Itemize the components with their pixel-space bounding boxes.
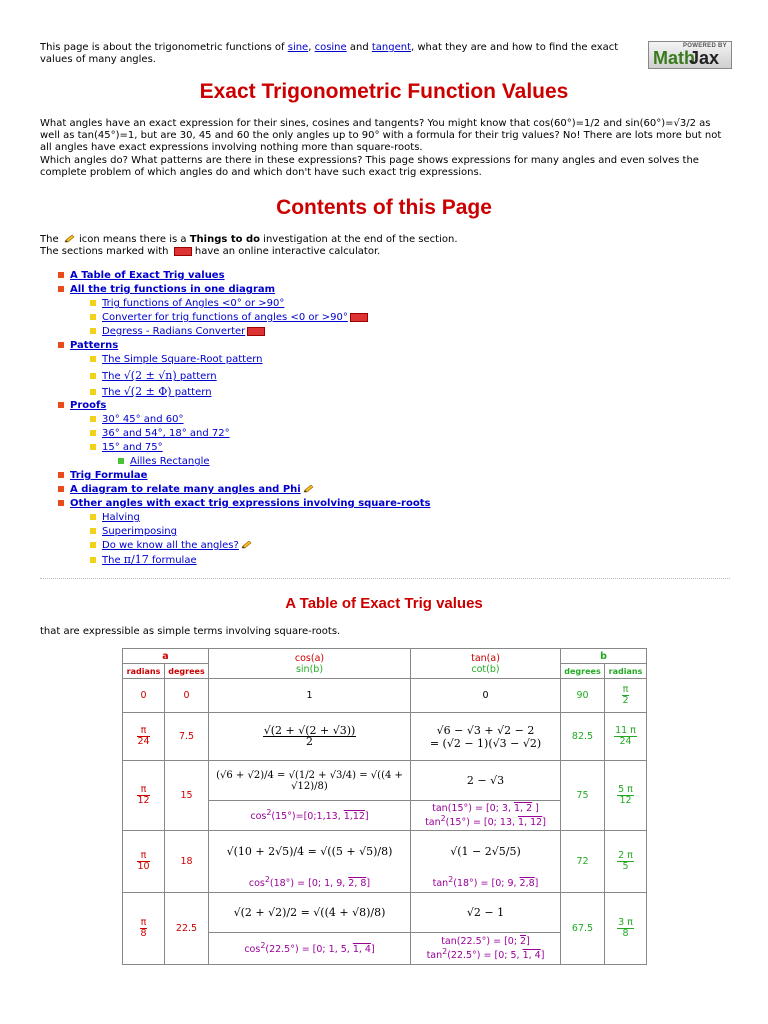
cf-sup: 2: [264, 875, 270, 885]
cf-text: ]: [534, 878, 539, 890]
cell-degrees-b: 90: [561, 679, 605, 713]
red-bullet-icon: [58, 402, 64, 408]
cf-sup: 2: [440, 813, 446, 823]
intro-sep: ,: [308, 42, 315, 53]
legend-pre2: The sections marked with: [40, 246, 172, 257]
table-row: [123, 679, 647, 713]
cell-cos-cf: [209, 933, 411, 965]
cf-repeat: 1,12: [343, 811, 365, 823]
calculator-icon: [174, 247, 192, 256]
header-tan-cot: [411, 649, 561, 679]
toc-link[interactable]: 15° and 75°: [102, 442, 163, 453]
red-bullet-icon: [58, 500, 64, 506]
toc-item[interactable]: [58, 484, 315, 496]
toc-math: π/17: [123, 553, 149, 566]
calculator-icon: [350, 313, 368, 322]
toc-link[interactable]: Do we know all the angles?: [102, 540, 239, 551]
cell-degrees-b: 75: [561, 761, 605, 831]
toc-text: pattern: [171, 387, 212, 398]
cell-cos: √(10 + 2√5)/4 = √((5 + √5)/8): [209, 831, 411, 873]
cf-repeat: 1, 4: [522, 950, 541, 962]
toc-link[interactable]: Degress - Radians Converter: [102, 326, 246, 337]
toc-item[interactable]: [90, 326, 265, 338]
cf-text: (22.5°) = [0; 1, 5,: [265, 944, 353, 956]
logo-powered: POWERED BY: [682, 43, 727, 49]
yellow-bullet-icon: [90, 542, 96, 548]
toc-math: √(2 ± √n): [123, 369, 177, 382]
cf-text: tan(22.5°) = [0;: [441, 935, 521, 947]
cf-repeat: 2, 8: [348, 878, 367, 890]
toc-link[interactable]: A diagram to relate many angles and Phi: [70, 484, 301, 495]
cell-radians-b: [617, 785, 634, 806]
cf-sup: 2: [260, 941, 266, 951]
table-row: [123, 831, 647, 873]
toc-math: √(2 ± Φ): [123, 385, 172, 398]
cell-tan: √2 − 1: [411, 893, 561, 933]
toc-item[interactable]: [90, 312, 368, 324]
toc-link[interactable]: Halving: [102, 512, 140, 523]
cell-tan-cf: [411, 873, 561, 893]
cf-text: (15°) = [0; 13,: [445, 817, 519, 829]
yellow-bullet-icon: [90, 373, 96, 379]
table-row: [123, 761, 647, 801]
cell-tan: 2 − √3: [411, 761, 561, 801]
frac-den: 24: [137, 736, 150, 747]
cell-radians-a: 0: [123, 679, 165, 713]
toc-item[interactable]: [58, 270, 225, 282]
red-bullet-icon: [58, 272, 64, 278]
header-cos: cos(a): [294, 652, 325, 664]
toc-item[interactable]: [90, 512, 140, 524]
header-tan: tan(a): [471, 652, 500, 664]
header-a: a: [123, 649, 209, 664]
toc-link[interactable]: The Simple Square-Root pattern: [102, 354, 263, 365]
yellow-bullet-icon: [90, 444, 96, 450]
toc-item[interactable]: [90, 526, 177, 538]
frac-den: 8: [622, 928, 629, 939]
toc-item[interactable]: [90, 386, 212, 398]
intro-paragraph: [40, 42, 640, 66]
cf-text: ]: [540, 950, 545, 962]
legend-pre: The: [40, 234, 62, 245]
legend-things-to-do: [40, 234, 730, 246]
page-title: Exact Trigonometric Function Values: [199, 80, 569, 103]
yellow-bullet-icon: [90, 514, 96, 520]
cf-text: tan: [425, 817, 441, 829]
cell-degrees-a: 15: [165, 761, 209, 831]
header-b: b: [561, 649, 647, 664]
cf-sup: 2: [266, 808, 272, 818]
frac-den: 24: [619, 736, 632, 747]
cell-degrees-b: 72: [561, 831, 605, 893]
toc-text: The: [102, 555, 124, 566]
cf-text: tan: [426, 950, 443, 962]
intro-text: This page is about the trigonometric functions of: [40, 42, 288, 53]
section-divider: [40, 578, 730, 579]
header-sin: sin(b): [295, 663, 324, 675]
toc-link[interactable]: [102, 371, 217, 382]
header-radians-b: radians: [605, 664, 647, 679]
toc-link[interactable]: All the trig functions in one diagram: [70, 284, 276, 295]
cell-radians-b: [617, 851, 634, 872]
yellow-bullet-icon: [90, 528, 96, 534]
cell-radians-b: [622, 685, 630, 706]
green-bullet-icon: [118, 458, 124, 464]
cell-degrees-a: 7.5: [165, 713, 209, 761]
cf-text: ]: [366, 878, 371, 890]
cf-text: ]: [370, 944, 375, 956]
frac-num: π: [622, 684, 629, 695]
logo-jax: Jax: [689, 48, 720, 68]
toc-link[interactable]: Trig Formulae: [70, 470, 148, 481]
cell-degrees-b: 82.5: [561, 713, 605, 761]
cell-radians-a: [137, 726, 149, 747]
yellow-bullet-icon: [90, 314, 96, 320]
table-intro: that are expressible as simple terms involving square-roots.: [40, 626, 341, 637]
toc-item[interactable]: [90, 354, 263, 366]
cell-tan: 0: [411, 679, 561, 713]
pencil-icon: [64, 235, 76, 243]
legend-bold: Things to do: [189, 234, 260, 245]
cf-sup: 2: [448, 875, 454, 885]
frac-num: π: [137, 785, 149, 796]
tan-line-2: = (√2 − 1)(√3 − √2): [429, 736, 542, 750]
frac-den: 10: [137, 861, 150, 872]
cf-sup: 2: [442, 946, 448, 956]
frac-den: 2: [305, 735, 313, 748]
red-bullet-icon: [58, 342, 64, 348]
toc-text: The: [102, 387, 124, 398]
cell-radians-a: [137, 785, 149, 806]
cell-cos: 1: [209, 679, 411, 713]
header-cot: cot(b): [471, 663, 500, 675]
intro-question-2: Which angles do? What patterns are there in these expressions? This page shows expressions for many angles and even solves the complete problem of which angles do and which don't have such exact trig expressions.: [40, 155, 699, 178]
toc-link[interactable]: [102, 387, 212, 398]
red-bullet-icon: [58, 486, 64, 492]
yellow-bullet-icon: [90, 557, 96, 563]
toc-item[interactable]: [90, 540, 253, 552]
trig-values-table: [122, 648, 647, 965]
toc-link[interactable]: Superimposing: [102, 526, 177, 537]
toc-link[interactable]: 30° 45° and 60°: [102, 414, 184, 425]
cf-text: (18°) = [0; 1, 9,: [269, 878, 349, 890]
toc-item[interactable]: [58, 340, 118, 352]
cf-text: ]: [532, 802, 539, 814]
header-radians-a: radians: [123, 664, 165, 679]
yellow-bullet-icon: [90, 389, 96, 395]
header-cos-sin: [209, 649, 411, 679]
legend-mid: icon means there is a: [75, 234, 190, 245]
header-degrees-a: degrees: [165, 664, 209, 679]
cell-tan: √(1 − 2√5/5): [411, 831, 561, 873]
cf-repeat: 1, 2: [514, 802, 533, 814]
cell-degrees-a: 0: [165, 679, 209, 713]
legend-post2: have an online interactive calculator.: [194, 246, 381, 257]
toc-link[interactable]: Proofs: [70, 400, 107, 411]
tan-line-1: √6 − √3 + √2 − 2: [436, 723, 535, 737]
toc-link[interactable]: A Table of Exact Trig values: [70, 270, 225, 281]
toc-item[interactable]: [58, 498, 430, 510]
toc-link[interactable]: Patterns: [70, 340, 119, 351]
cf-text: cos: [250, 811, 267, 823]
link-tangent[interactable]: tangent: [371, 42, 412, 53]
frac-num: 11 π: [615, 725, 636, 736]
toc-item[interactable]: [58, 400, 106, 412]
cell-degrees-a: 22.5: [165, 893, 209, 965]
toc-link[interactable]: 36° and 54°, 18° and 72°: [102, 428, 230, 439]
toc-item[interactable]: [90, 370, 217, 382]
frac-den: 5: [622, 861, 629, 872]
cell-radians-b: [617, 918, 634, 939]
yellow-bullet-icon: [90, 416, 96, 422]
legend-calculator: [40, 246, 730, 258]
cell-degrees-b: 67.5: [561, 893, 605, 965]
toc-text: The: [102, 371, 124, 382]
calculator-icon: [247, 327, 265, 336]
toc-link[interactable]: Trig functions of Angles <0° or >90°: [102, 298, 285, 309]
table-section-heading: A Table of Exact Trig values: [285, 595, 483, 612]
cf-text: ]: [526, 935, 530, 947]
toc-link[interactable]: Converter for trig functions of angles <0 or >90°: [102, 312, 348, 323]
pencil-icon: [241, 541, 253, 549]
yellow-bullet-icon: [90, 300, 96, 306]
cell-radians-b: [614, 726, 637, 747]
cell-cos-cf: [209, 801, 411, 831]
cf-text: cos: [244, 944, 261, 956]
frac-num: 2 π: [618, 850, 633, 861]
link-sine[interactable]: sine: [287, 42, 309, 53]
yellow-bullet-icon: [90, 430, 96, 436]
toc-item[interactable]: [118, 456, 210, 468]
intro-question-1: What angles have an exact expression for their sines, cosines and tangents? You might know that cos(60°)=1/2 and sin(60°)=√3/2 as well as tan(45°)=1, but are 30, 45 and 60 the only angles up to 90° with a formula for their trig values? No! There are lots more but not all angles have exact expressions involving nothing more than square-roots.: [40, 118, 722, 153]
cell-radians-a: [140, 918, 148, 939]
cell-radians-a: [137, 851, 149, 872]
frac-num: π: [137, 851, 149, 862]
link-cosine[interactable]: cosine: [314, 42, 347, 53]
toc-item[interactable]: [90, 414, 184, 426]
cf-repeat: 1, 12: [518, 817, 543, 829]
cf-repeat: 2,8: [519, 878, 535, 890]
cell-cos: (√6 + √2)/4 = √(1/2 + √3/4) = √((4 + √12)/8): [209, 761, 411, 801]
toc-item[interactable]: [90, 428, 230, 440]
table-row: [123, 893, 647, 933]
frac-den: 12: [619, 795, 632, 806]
frac-den: 12: [137, 795, 150, 806]
legend-post: investigation at the end of the section.: [259, 234, 458, 245]
cell-tan: [411, 713, 561, 761]
intro-mid: and: [346, 42, 372, 53]
toc-link[interactable]: Other angles with exact trig expressions involving square-roots: [70, 498, 431, 509]
cf-text: tan(15°) = [0; 3,: [432, 802, 514, 814]
frac-num: 3 π: [618, 917, 633, 928]
red-bullet-icon: [58, 472, 64, 478]
red-bullet-icon: [58, 286, 64, 292]
frac-den: 8: [140, 928, 147, 939]
cell-cos-cf: [209, 873, 411, 893]
logo-math: Math: [653, 48, 695, 68]
toc-link[interactable]: Ailles Rectangle: [130, 456, 210, 467]
frac-num: 5 π: [618, 784, 633, 795]
toc-item[interactable]: [58, 284, 275, 296]
cell-tan-cf: [411, 801, 561, 831]
cell-cos: √(2 + √2)/2 = √((4 + √8)/8): [209, 893, 411, 933]
cell-cos: [263, 726, 357, 747]
cf-text: (22.5°) = [0; 5,: [447, 950, 523, 962]
cf-text: cos: [248, 878, 265, 890]
toc-item[interactable]: [90, 298, 284, 310]
toc-item[interactable]: [58, 470, 147, 482]
cell-tan-cf: [411, 933, 561, 965]
cf-text: ]: [542, 817, 546, 829]
cf-repeat: 1, 4: [352, 944, 371, 956]
frac-num: π: [137, 726, 149, 737]
toc-item[interactable]: [90, 554, 197, 566]
frac-num: √(2 + √(2 + √3)): [263, 724, 356, 737]
cf-text: tan: [432, 878, 449, 890]
pencil-icon: [303, 485, 315, 493]
cf-text: ]: [364, 811, 369, 823]
mathjax-logo[interactable]: [648, 41, 732, 69]
toc-item[interactable]: [90, 442, 163, 454]
cf-repeat: 2: [520, 935, 527, 947]
toc-text: pattern: [176, 371, 217, 382]
yellow-bullet-icon: [90, 356, 96, 362]
cell-degrees-a: 18: [165, 831, 209, 893]
contents-heading: Contents of this Page: [276, 196, 492, 219]
frac-num: π: [140, 917, 147, 928]
toc-link[interactable]: [102, 555, 197, 566]
table-row: [123, 713, 647, 761]
header-degrees-b: degrees: [561, 664, 605, 679]
toc-text: formulae: [148, 555, 197, 566]
frac-den: 2: [622, 695, 629, 706]
yellow-bullet-icon: [90, 328, 96, 334]
cf-text: (15°)=[0;1,13,: [271, 811, 344, 823]
cf-text: (18°) = [0; 9,: [453, 878, 520, 890]
intro-post: , what they are and how to find the exact values of many angles.: [40, 42, 619, 65]
